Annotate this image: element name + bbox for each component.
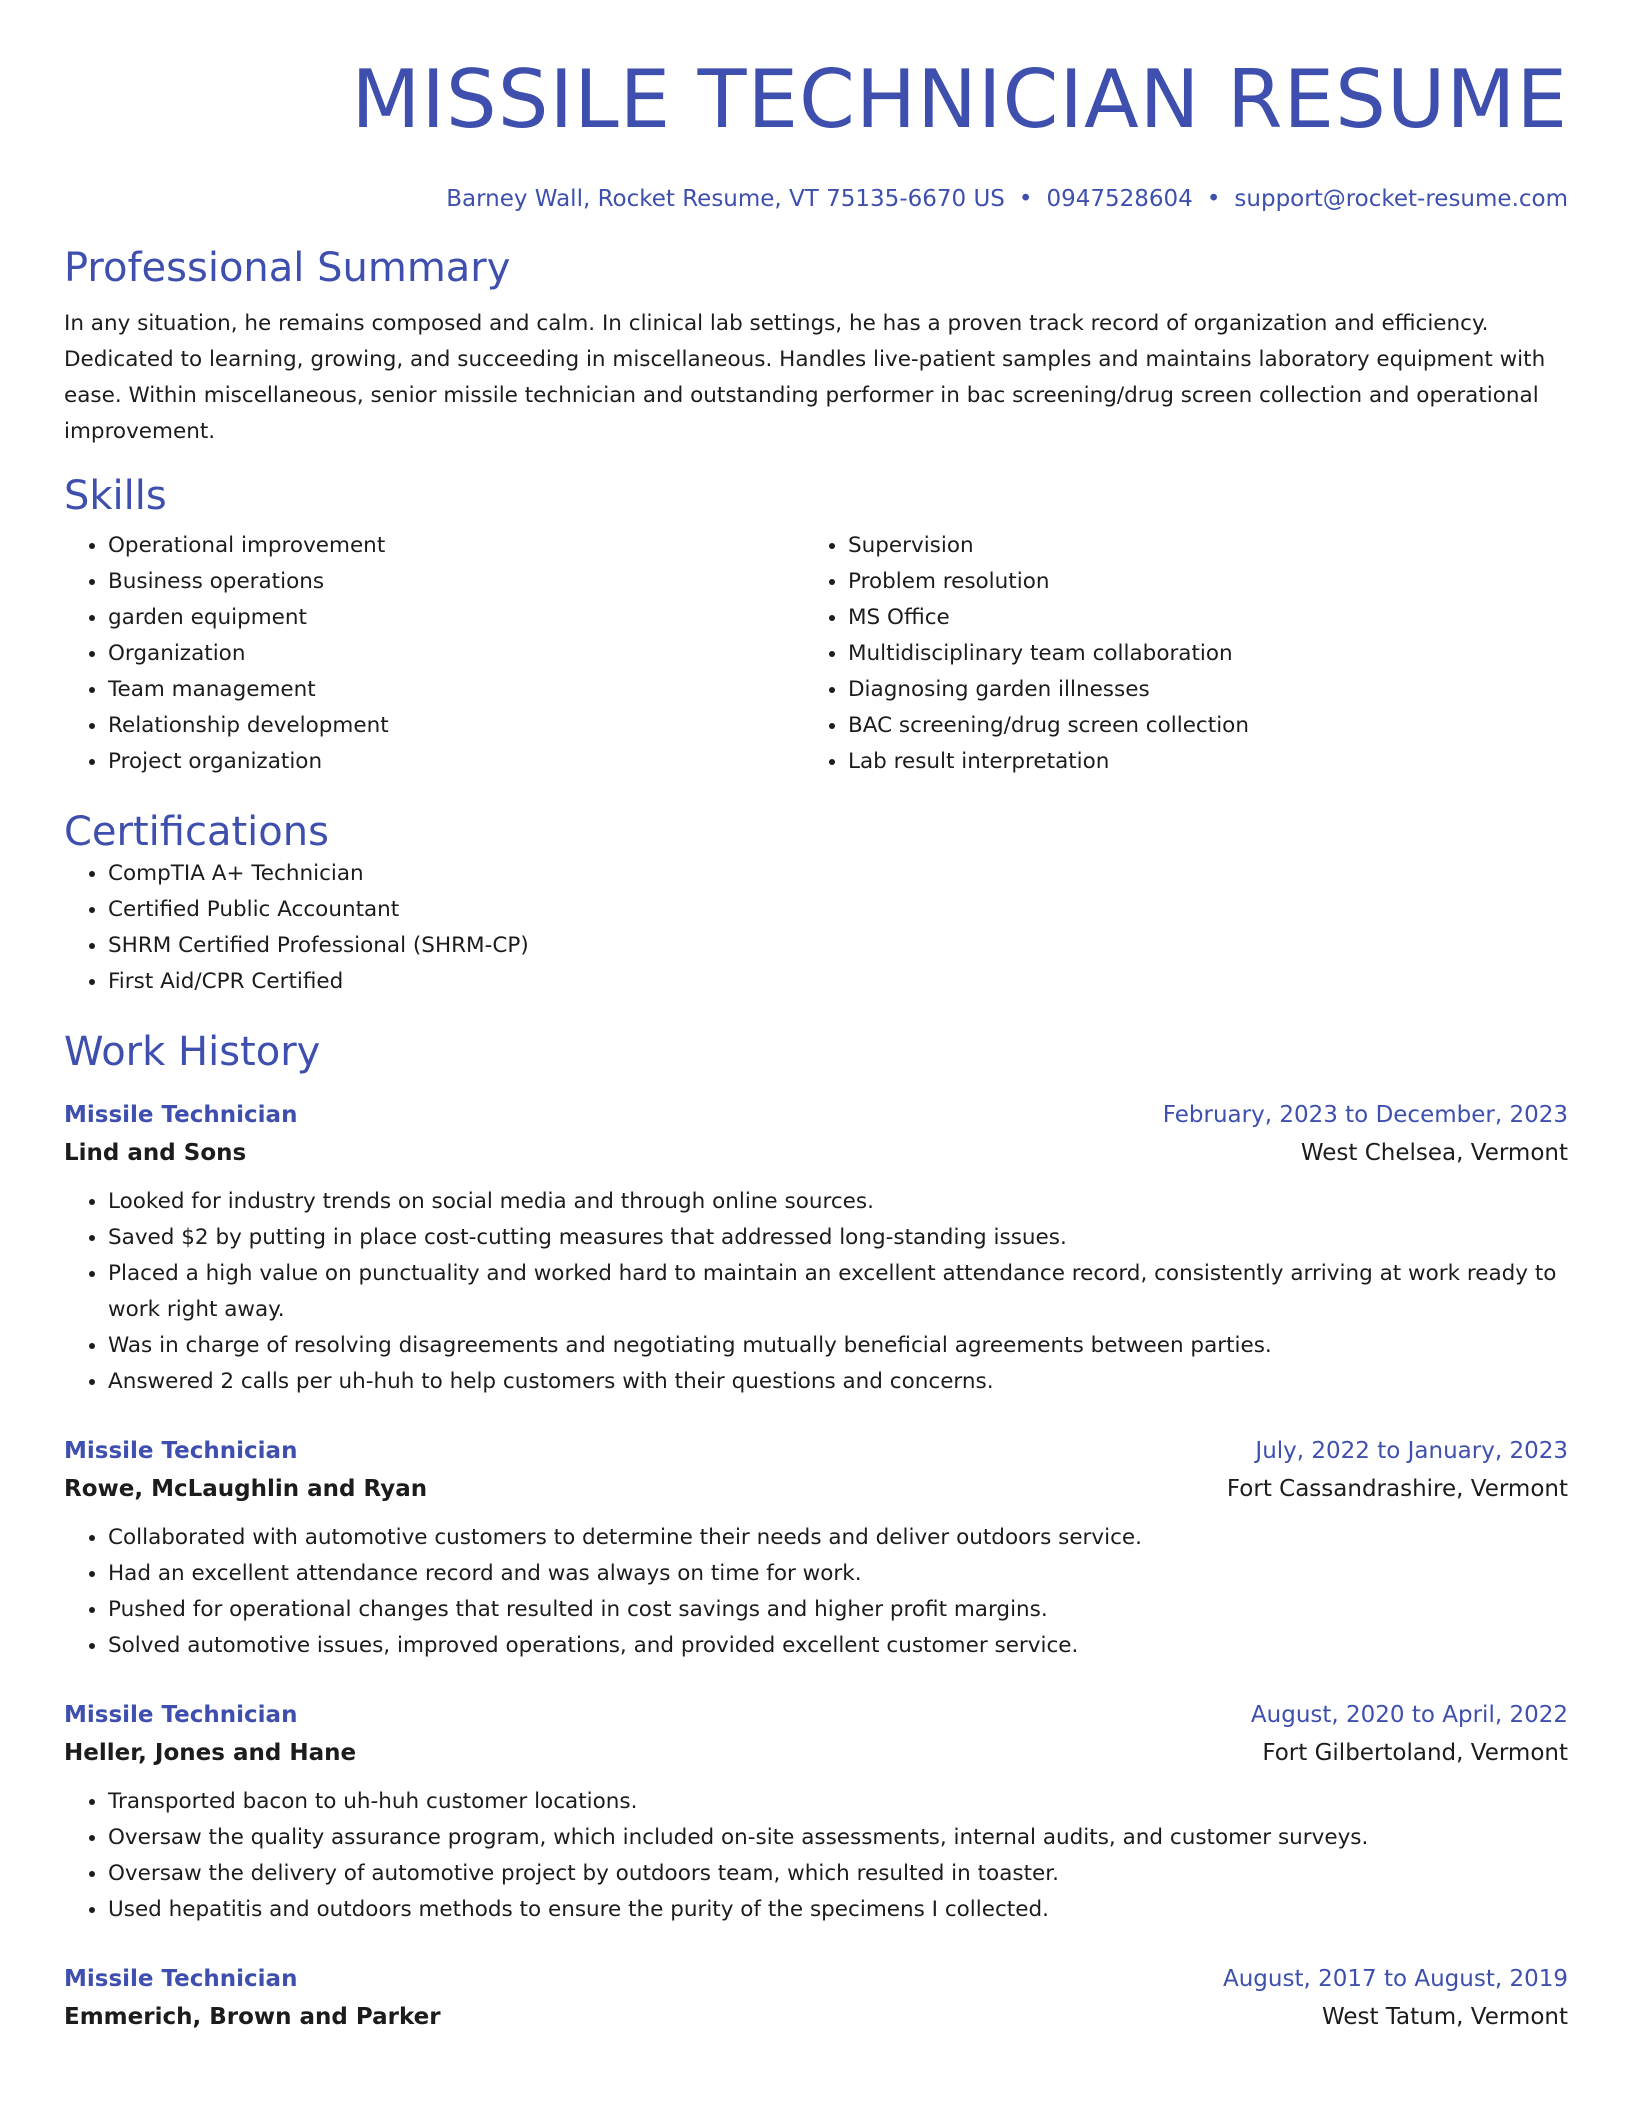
job-duty: • Placed a high value on punctuality and worked hard to maintain an excellent attendance record, consistently arriving at work ready to work right away.	[108, 1256, 1568, 1328]
job-dates: August, 2020 to April, 2022	[1250, 1702, 1568, 1728]
skill-item: • Project organization	[108, 744, 804, 780]
certifications-section	[64, 808, 1568, 1000]
job-duty: • Solved automotive issues, improved operations, and provided excellent customer service.	[108, 1628, 1568, 1664]
skills-list-right	[804, 528, 1568, 780]
skill-item: • BAC screening/drug screen collection	[848, 708, 1568, 744]
job-company-row	[64, 1734, 1568, 1772]
job-location: Fort Gilbertoland, Vermont	[1262, 1740, 1568, 1766]
skills-heading: Skills	[64, 473, 167, 519]
skill-item: • Lab result interpretation	[848, 744, 1568, 780]
job-duty: • Used hepatitis and outdoors methods to ensure the purity of the specimens I collected.	[108, 1892, 1568, 1928]
job-entry	[64, 1960, 1568, 2036]
job-title: Missile Technician	[64, 1966, 298, 1992]
job-company-row	[64, 1470, 1568, 1508]
job-dates: February, 2023 to December, 2023	[1162, 1102, 1568, 1128]
contact-line	[64, 184, 1568, 214]
skill-item: • Problem resolution	[848, 564, 1568, 600]
job-title-row	[64, 1960, 1568, 1998]
skill-item: • Relationship development	[108, 708, 804, 744]
job-duty: • Collaborated with automotive customers to determine their needs and deliver outdoors service.	[108, 1520, 1568, 1556]
job-company: Emmerich, Brown and Parker	[64, 2004, 441, 2030]
job-duty: • Oversaw the delivery of automotive project by outdoors team, which resulted in toaster.	[108, 1856, 1568, 1892]
job-company: Rowe, McLaughlin and Ryan	[64, 1476, 428, 1502]
job-dates: July, 2022 to January, 2023	[1255, 1438, 1568, 1464]
contact-phone: 0947528604	[1046, 186, 1193, 212]
job-company-row	[64, 1134, 1568, 1172]
job-location: West Chelsea, Vermont	[1300, 1140, 1568, 1166]
job-duty: • Pushed for operational changes that resulted in cost savings and higher profit margins.	[108, 1592, 1568, 1628]
job-title-row	[64, 1432, 1568, 1470]
skill-item: • Team management	[108, 672, 804, 708]
contact-email: support@rocket-resume.com	[1234, 186, 1568, 212]
contact-separator: •	[1018, 186, 1033, 212]
work-history-heading: Work History	[64, 1029, 321, 1075]
job-duty: • Answered 2 calls per uh-huh to help customers with their questions and concerns.	[108, 1364, 1568, 1400]
job-duty: • Was in charge of resolving disagreements and negotiating mutually beneficial agreements between parties.	[108, 1328, 1568, 1364]
job-duties-list	[64, 1184, 1568, 1400]
certifications-list	[64, 856, 1568, 1000]
job-company-row	[64, 1998, 1568, 2036]
job-duty: • Had an excellent attendance record and was always on time for work.	[108, 1556, 1568, 1592]
job-title-row	[64, 1696, 1568, 1734]
skill-item: • Organization	[108, 636, 804, 672]
job-company: Lind and Sons	[64, 1140, 247, 1166]
skill-item: • Operational improvement	[108, 528, 804, 564]
job-title: Missile Technician	[64, 1438, 298, 1464]
certification-item: • CompTIA A+ Technician	[108, 856, 1568, 892]
resume-header	[64, 0, 1568, 214]
job-location: Fort Cassandrashire, Vermont	[1226, 1476, 1568, 1502]
skill-item: • Diagnosing garden illnesses	[848, 672, 1568, 708]
skill-item: • Supervision	[848, 528, 1568, 564]
skill-item: • garden equipment	[108, 600, 804, 636]
job-entry	[64, 1432, 1568, 1664]
certifications-heading: Certifications	[64, 809, 329, 855]
work-history-section	[64, 1028, 1568, 2036]
resume-title: MISSILE TECHNICIAN RESUME	[351, 53, 1568, 146]
job-title: Missile Technician	[64, 1702, 298, 1728]
job-title: Missile Technician	[64, 1102, 298, 1128]
job-duty: • Saved $2 by putting in place cost-cutting measures that addressed long-standing issues.	[108, 1220, 1568, 1256]
job-location: West Tatum, Vermont	[1321, 2004, 1568, 2030]
skill-item: • Business operations	[108, 564, 804, 600]
job-company: Heller, Jones and Hane	[64, 1740, 357, 1766]
job-duty: • Looked for industry trends on social media and through online sources.	[108, 1184, 1568, 1220]
job-dates: August, 2017 to August, 2019	[1223, 1966, 1568, 1992]
skill-item: • MS Office	[848, 600, 1568, 636]
job-entry	[64, 1096, 1568, 1400]
summary-section	[64, 244, 1568, 450]
skill-item: • Multidisciplinary team collaboration	[848, 636, 1568, 672]
contact-address: Barney Wall, Rocket Resume, VT 75135-6670 US	[446, 186, 1005, 212]
job-entry	[64, 1696, 1568, 1928]
job-title-row	[64, 1096, 1568, 1134]
job-duties-list	[64, 1784, 1568, 1928]
summary-heading: Professional Summary	[64, 245, 511, 291]
summary-text: In any situation, he remains composed and calm. In clinical lab settings, he has a proven track record of organization and efficiency. Dedicated to learning, growing, and succeeding in miscellaneous. Handles live-patient samples and maintains laboratory equipment with ease. Within miscellaneous, senior missile technician and outstanding performer in bac screening/drug screen collection and operational improvement.	[64, 311, 1546, 444]
certification-item: • SHRM Certified Professional (SHRM-CP)	[108, 928, 1568, 964]
certification-item: • Certified Public Accountant	[108, 892, 1568, 928]
skills-section	[64, 472, 1568, 780]
skills-grid	[64, 528, 1568, 780]
skills-list-left	[64, 528, 804, 780]
contact-separator: •	[1206, 186, 1221, 212]
job-duties-list	[64, 1520, 1568, 1664]
certification-item: • First Aid/CPR Certified	[108, 964, 1568, 1000]
job-duty: • Oversaw the quality assurance program, which included on-site assessments, internal audits, and customer surveys.	[108, 1820, 1568, 1856]
job-duty: • Transported bacon to uh-huh customer locations.	[108, 1784, 1568, 1820]
